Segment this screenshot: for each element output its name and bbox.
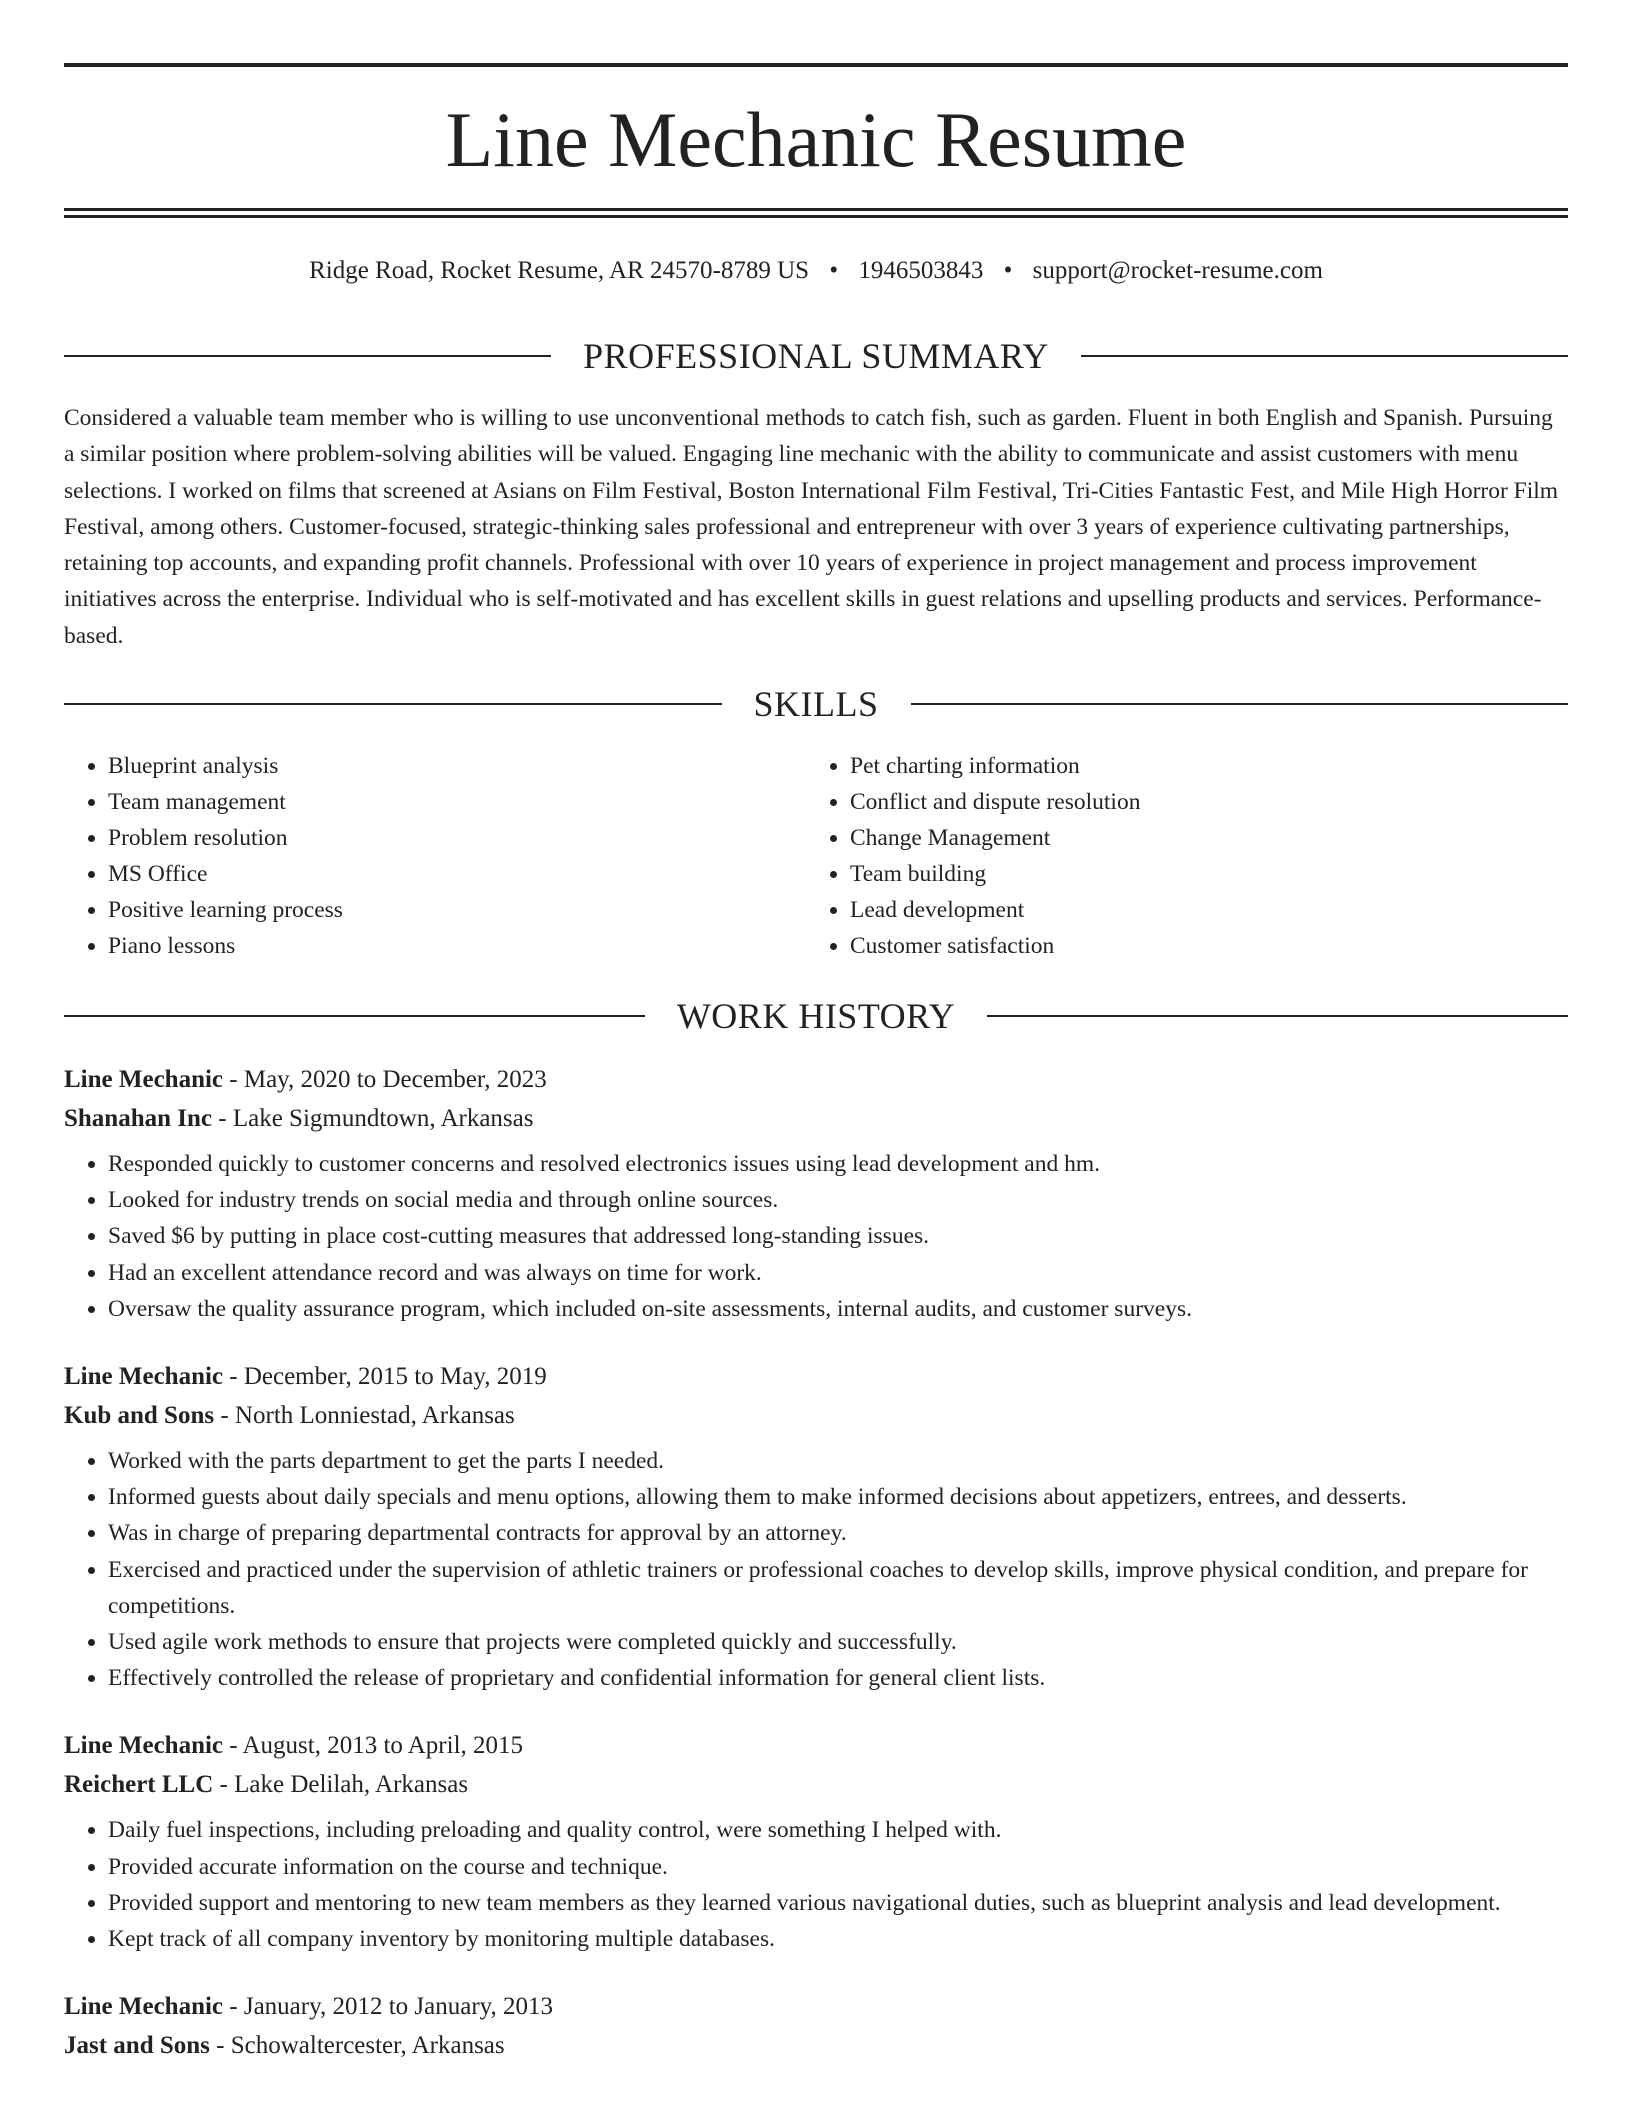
job-bullet: • Effectively controlled the release of proprietary and confidential information for general client lists.: [108, 1660, 1568, 1696]
job-bullet: • Used agile work methods to ensure that projects were completed quickly and successfully.: [108, 1624, 1568, 1660]
skill-item: • Change Management: [850, 820, 1548, 856]
job-bullets: [64, 1443, 1568, 1696]
skill-item: • Blueprint analysis: [108, 748, 806, 784]
professional-summary: Considered a valuable team member who is willing to use unconventional methods to catch fish, such as garden. Fluent in both English and Spanish. Pursuing a similar position where problem-solving abilities will be valued. Engaging line mechanic with the ability to communicate and assist customers with menu selections. I worked on films that screened at Asians on Film Festival, Boston International Film Festival, Tri-Cities Fantastic Fest, and Mile High Horror Film Festival, among others. Customer-focused, strategic-thinking sales professional and entrepreneur with over 3 years of experience cultivating partnerships, retaining top accounts, and expanding profit channels. Professional with over 10 years of experience in project management and process improvement initiatives across the enterprise. Individual who is self-motivated and has excellent skills in guest relations and upselling products and services. Performance-based.: [64, 405, 1559, 649]
heading-rule-left: [64, 1015, 645, 1017]
heading-rule-left: [64, 703, 722, 705]
work-history-list: [64, 1060, 1568, 2095]
job-bullet: • Provided support and mentoring to new team members as they learned various navigational duties, such as blueprint analysis and lead development.: [108, 1885, 1568, 1921]
job-title: Line Mechanic: [64, 1732, 224, 1760]
job-bullet: • Provided accurate information on the course and technique.: [108, 1849, 1568, 1885]
job-company: Reichert LLC: [64, 1771, 214, 1799]
skills-heading: [64, 684, 1568, 724]
job-bullets: [64, 1146, 1568, 1327]
job-bullet: • Exercised and practiced under the supervision of athletic trainers or professional coaches to develop skills, improve physical condition, and prepare for competitions.: [108, 1552, 1568, 1624]
job-company: Shanahan Inc: [64, 1105, 212, 1132]
job-bullet: • Saved $6 by putting in place cost-cutting measures that addressed long-standing issues.: [108, 1218, 1568, 1254]
job-company: Jast and Sons: [64, 2032, 210, 2060]
job-bullet: • Looked for industry trends on social media and through online sources.: [108, 1182, 1568, 1218]
job-entry: [64, 1060, 1568, 1327]
skill-item: • Pet charting information: [850, 748, 1548, 784]
skill-item: • Team building: [850, 856, 1548, 892]
skills-heading-label: SKILLS: [753, 684, 879, 724]
job-dates: - August, 2013 to April, 2015: [223, 1732, 524, 1760]
work-history-heading: [64, 996, 1568, 1036]
job-company-line: [64, 2026, 1568, 2065]
skill-item: • MS Office: [108, 856, 806, 892]
job-dates: - May, 2020 to December, 2023: [223, 1066, 547, 1093]
skill-item: • Conflict and dispute resolution: [850, 784, 1548, 820]
job-title: Line Mechanic: [64, 1066, 224, 1093]
job-title-line: [64, 1726, 1568, 1765]
job-bullet: • Had an excellent attendance record and was always on time for work.: [108, 1255, 1568, 1291]
job-company-line: [64, 1396, 1568, 1435]
job-title: Line Mechanic: [64, 1993, 224, 2021]
skills-grid: [64, 748, 1568, 964]
job-bullet: • Worked with the parts department to get the parts I needed.: [108, 1443, 1568, 1479]
job-title-line: [64, 1357, 1568, 1396]
job-company-line: [64, 1765, 1568, 1804]
job-company: Kub and Sons: [64, 1402, 215, 1430]
job-title-line: [64, 1987, 1568, 2026]
resume-title: Line Mechanic Resume: [445, 96, 1187, 183]
summary-heading-label: PROFESSIONAL SUMMARY: [583, 336, 1049, 376]
skills-list-right: [806, 748, 1548, 964]
job-location: - Lake Delilah, Arkansas: [213, 1771, 469, 1799]
job-bullet: • Responded quickly to customer concerns and resolved electronics issues using lead development and hm.: [108, 1146, 1568, 1182]
top-rule: [64, 63, 1568, 67]
heading-rule-right: [911, 703, 1569, 705]
job-entry: [64, 1726, 1568, 1957]
job-entry: [64, 1357, 1568, 1696]
job-bullet: • Informed guests about daily specials and menu options, allowing them to make informed decisions about appetizers, entrees, and desserts.: [108, 1479, 1568, 1515]
job-company-line: [64, 1099, 1568, 1138]
work-history-heading-label: WORK HISTORY: [676, 996, 956, 1036]
skill-item: • Lead development: [850, 892, 1548, 928]
job-bullet: • Kept track of all company inventory by monitoring multiple databases.: [108, 1921, 1568, 1957]
job-bullet: • Oversaw the quality assurance program, which included on-site assessments, internal audits, and customer surveys.: [108, 1291, 1568, 1327]
contact-separator: •: [1003, 257, 1013, 284]
job-location: - North Lonniestad, Arkansas: [214, 1402, 515, 1430]
skill-item: • Team management: [108, 784, 806, 820]
job-bullet: • Was in charge of preparing departmental contracts for approval by an attorney.: [108, 1515, 1568, 1551]
contact-line: [64, 256, 1568, 286]
job-title-line: [64, 1060, 1568, 1099]
job-dates: - December, 2015 to May, 2019: [223, 1363, 547, 1391]
summary-heading: [64, 336, 1568, 376]
job-location: - Lake Sigmundtown, Arkansas: [212, 1105, 534, 1132]
skill-item: • Problem resolution: [108, 820, 806, 856]
job-bullets: [64, 1812, 1568, 1957]
heading-rule-right: [987, 1015, 1568, 1017]
job-dates: - January, 2012 to January, 2013: [223, 1993, 554, 2021]
heading-rule-right: [1081, 355, 1568, 357]
contact-address: Ridge Road, Rocket Resume, AR 24570-8789 US: [309, 257, 810, 284]
job-location: - Schowaltercester, Arkansas: [209, 2032, 505, 2060]
job-title: Line Mechanic: [64, 1363, 224, 1391]
skill-item: • Positive learning process: [108, 892, 806, 928]
skill-item: • Piano lessons: [108, 928, 806, 964]
job-bullet: • Daily fuel inspections, including preloading and quality control, were something I helped with.: [108, 1812, 1568, 1848]
skill-item: • Customer satisfaction: [850, 928, 1548, 964]
contact-email: support@rocket-resume.com: [1032, 257, 1323, 284]
title-double-rule: [64, 208, 1568, 218]
contact-separator: •: [829, 257, 839, 284]
heading-rule-left: [64, 355, 551, 357]
contact-phone: 1946503843: [858, 257, 984, 284]
skills-list-left: [64, 748, 806, 964]
job-entry: [64, 1987, 1568, 2065]
